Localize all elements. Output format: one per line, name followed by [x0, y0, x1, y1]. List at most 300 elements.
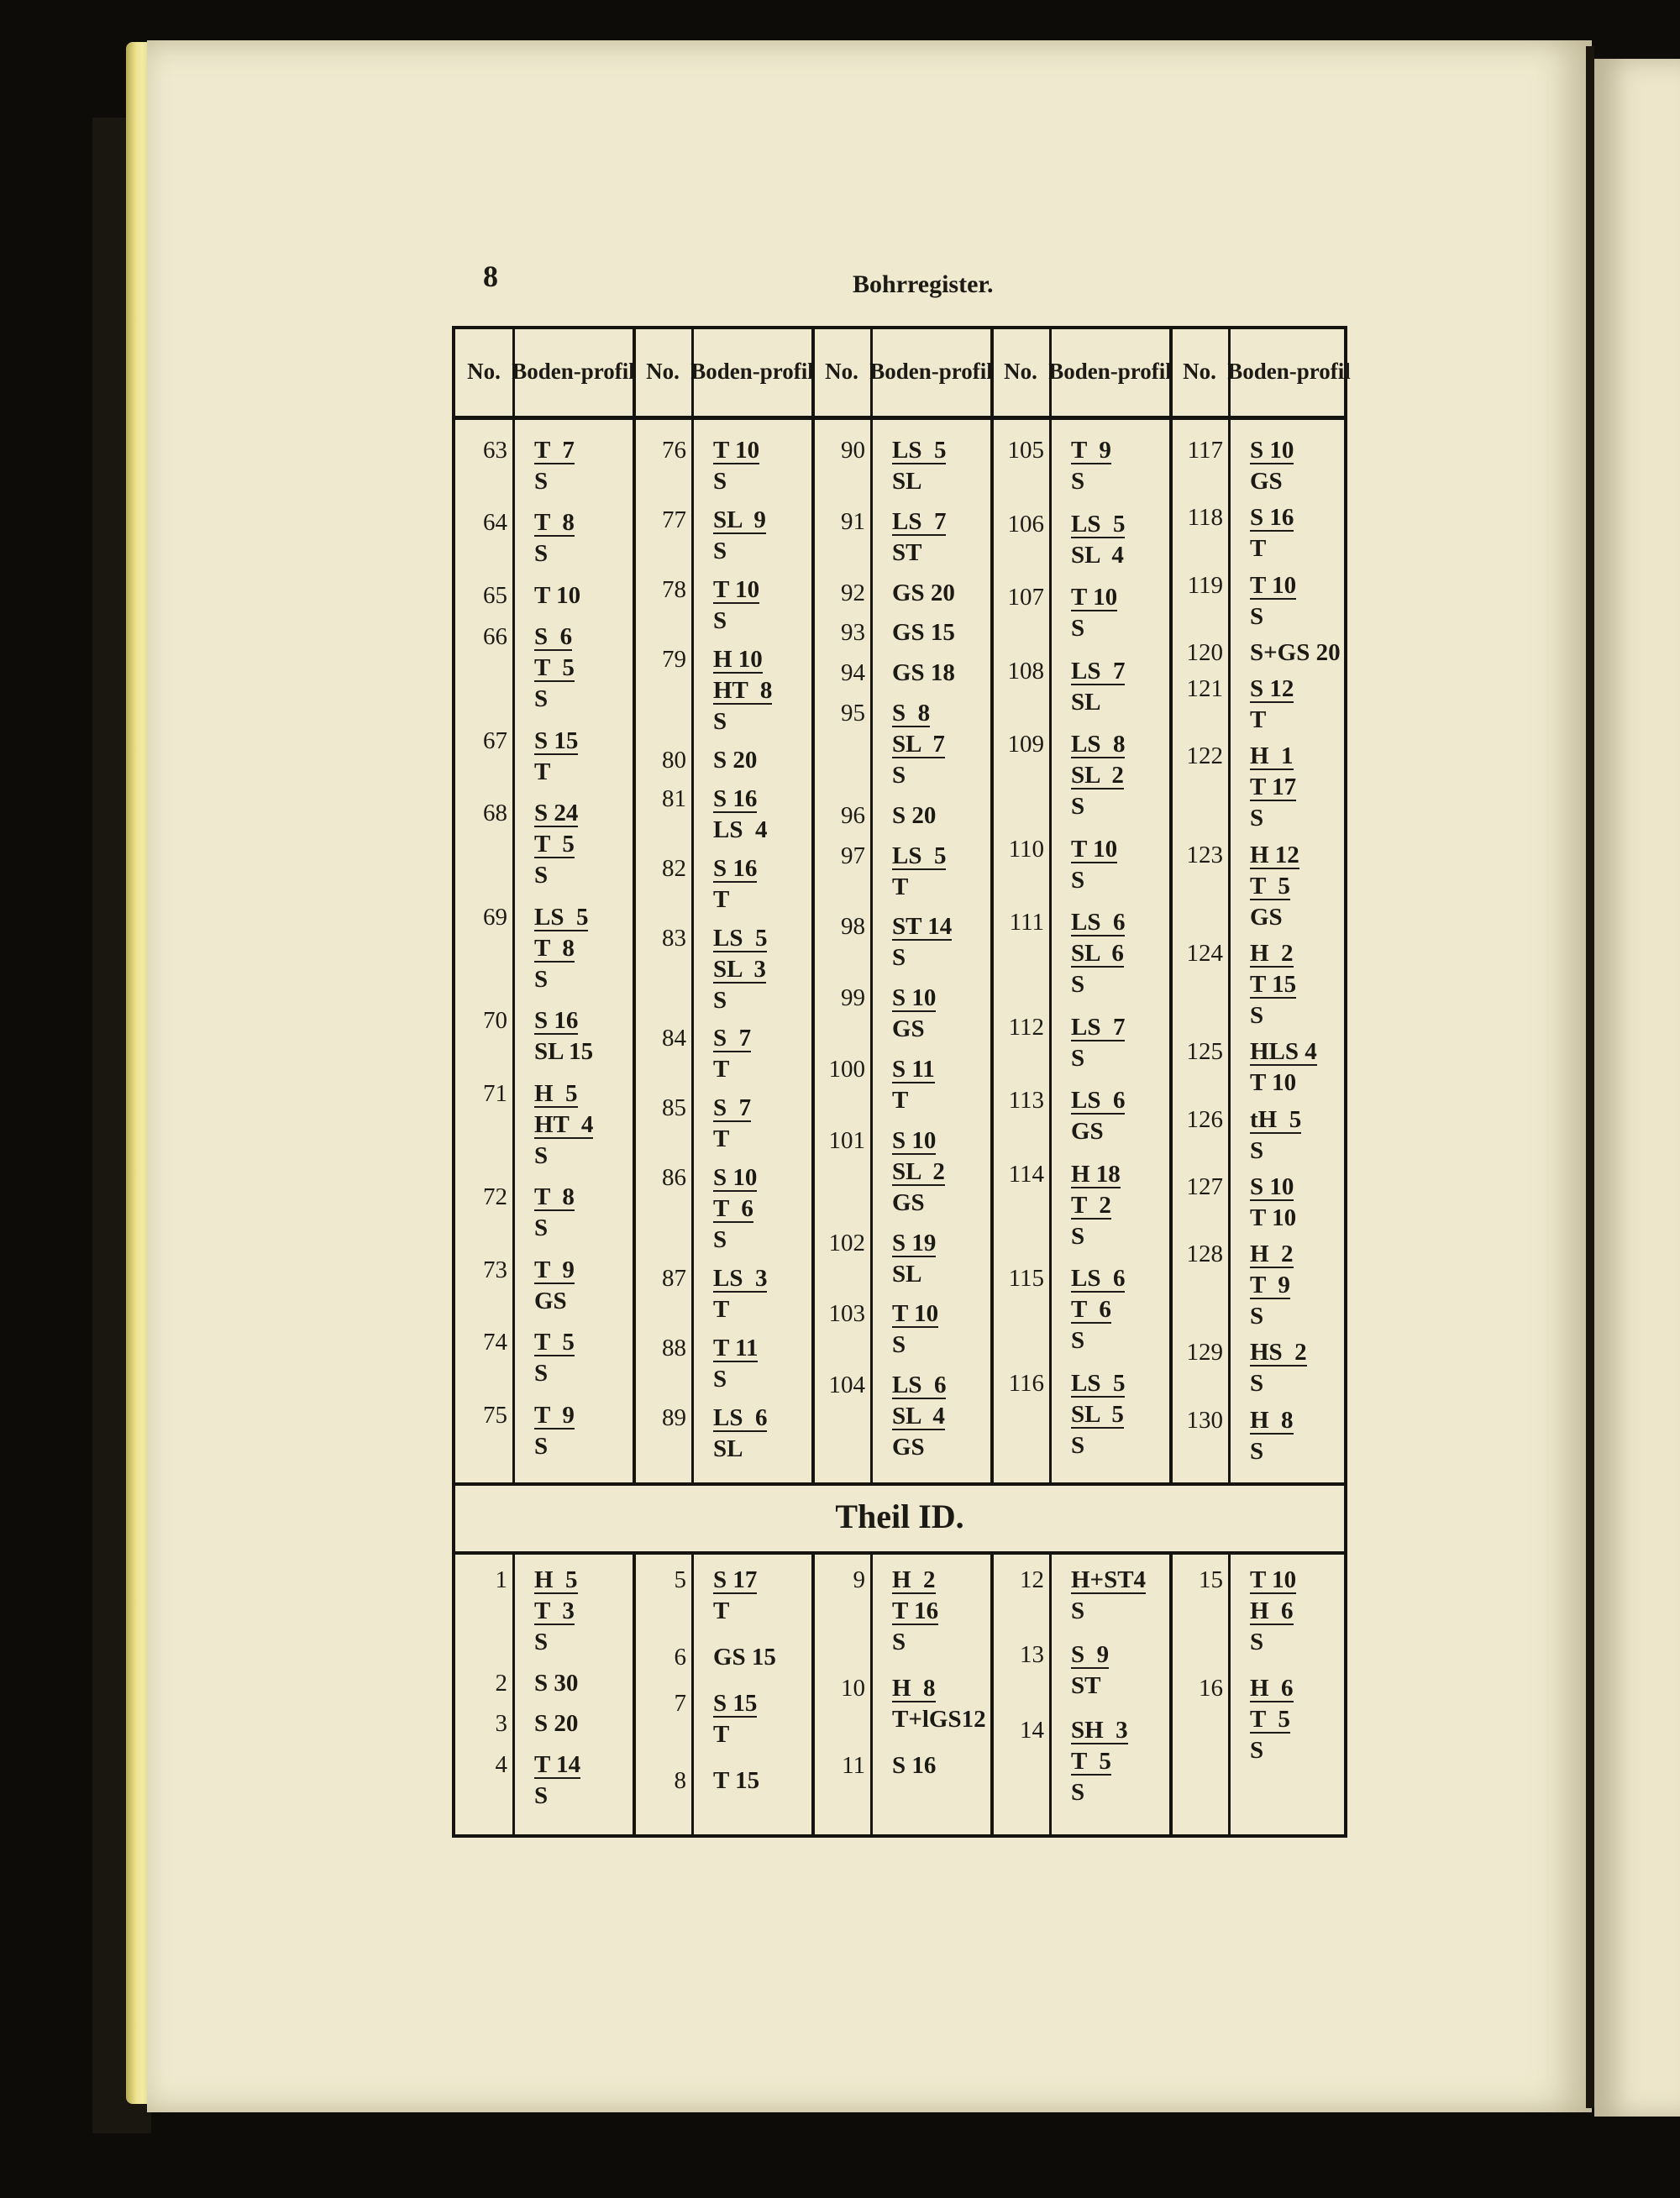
profile-layer: S [1071, 866, 1085, 894]
row-number: 90 [841, 437, 865, 464]
profile-layer: LS 7 [892, 507, 947, 535]
row-number: 69 [483, 903, 507, 931]
profile-layer: S 7 [713, 1025, 752, 1052]
profile-layer: SL 15 [534, 1038, 594, 1066]
profile-layer: H 5 [534, 1566, 578, 1593]
profile-layer: S [713, 606, 727, 634]
profile-layer: S [534, 1781, 549, 1809]
profile-layer: S [1071, 1327, 1085, 1354]
profile-layer: S [1071, 1222, 1085, 1250]
profile-layer: LS 6 [1071, 909, 1126, 936]
profile-layer: SL 6 [1071, 940, 1124, 967]
profile-layer: T 9 [534, 1401, 575, 1429]
profile-layer: H 10 [713, 645, 763, 673]
profile-layer: S [1250, 1002, 1264, 1029]
header-boden-label: Boden- [869, 358, 939, 384]
profile-layer: LS 6 [892, 1372, 947, 1399]
row-number: 129 [1186, 1339, 1223, 1367]
header-no [634, 329, 691, 413]
profile-layer: S 10 [892, 1126, 937, 1154]
profile-layer: T 5 [534, 831, 575, 858]
profile-layer: S 10 [713, 1164, 758, 1192]
profile-layer: T 10 [534, 581, 581, 609]
profile-layer: T 9 [534, 1256, 575, 1283]
row-number: 86 [662, 1164, 686, 1192]
header-no [813, 329, 870, 413]
row-number: 4 [495, 1750, 507, 1778]
profile-layer: SL [713, 1435, 743, 1463]
row-number: 121 [1186, 675, 1223, 703]
header-bodenprofil [870, 329, 992, 413]
profile-layer: S [1250, 1737, 1264, 1764]
profile-layer: T [713, 885, 730, 913]
row-number: 109 [1007, 731, 1044, 758]
row-number: 97 [841, 842, 865, 869]
row-number: 12 [1020, 1566, 1044, 1593]
row-number: 128 [1186, 1241, 1223, 1268]
profile-layer: S [892, 1331, 906, 1359]
row-number: 94 [841, 659, 865, 687]
profile-layer: SL [1071, 688, 1101, 716]
profile-layer: SL 4 [1071, 541, 1124, 569]
profile-layer: LS 4 [713, 816, 768, 843]
row-number: 92 [841, 579, 865, 606]
header-bodenprofil [691, 329, 813, 413]
profile-layer: GS [892, 1434, 925, 1461]
profile-layer: ST 14 [892, 913, 953, 941]
profile-layer: S 30 [534, 1669, 579, 1697]
page-number: 8 [483, 260, 498, 293]
row-number: 101 [828, 1126, 865, 1154]
profile-layer: S [534, 468, 549, 495]
profile-layer: S [1250, 1370, 1264, 1398]
profile-layer: LS 3 [713, 1265, 768, 1293]
profile-layer: S [892, 1629, 906, 1655]
row-number: 112 [1008, 1013, 1044, 1041]
profile-layer: T 11 [713, 1335, 759, 1362]
column-subdivider [870, 329, 873, 1835]
row-number: 80 [662, 746, 686, 774]
profile-layer: GS [1250, 903, 1283, 931]
profile-layer: LS 5 [1071, 1369, 1126, 1397]
profile-layer: S [1250, 1303, 1264, 1330]
profile-layer: H 2 [892, 1566, 936, 1593]
row-number: 100 [828, 1056, 865, 1083]
profile-layer: H 18 [1071, 1160, 1121, 1188]
profile-layer: H 6 [1250, 1675, 1294, 1702]
header-no-label: No. [1004, 358, 1037, 384]
row-number: 75 [483, 1401, 507, 1429]
profile-layer: S [713, 1366, 727, 1393]
profile-layer: T 10 [1250, 1069, 1297, 1097]
book-gutter [1586, 46, 1594, 2108]
row-number: 124 [1186, 940, 1223, 967]
profile-layer: S 10 [892, 984, 937, 1012]
row-number: 98 [841, 913, 865, 941]
profile-layer: S 10 [1250, 1172, 1294, 1200]
header-profil-label: profil [938, 358, 993, 384]
row-number: 125 [1186, 1038, 1223, 1066]
row-number: 114 [1008, 1160, 1044, 1188]
profile-layer: S 16 [892, 1752, 937, 1779]
row-number: 79 [662, 645, 686, 673]
row-number: 105 [1007, 437, 1044, 464]
profile-layer: LS 6 [1071, 1265, 1126, 1292]
row-number: 63 [483, 437, 507, 464]
profile-layer: S [534, 862, 549, 889]
row-number: 87 [662, 1265, 686, 1293]
profile-layer: T 7 [534, 437, 575, 464]
profile-layer: S [713, 1226, 727, 1254]
profile-layer: S 7 [713, 1094, 752, 1122]
profile-layer: T 8 [534, 934, 575, 962]
profile-layer: S 19 [892, 1229, 937, 1256]
row-number: 119 [1187, 571, 1223, 599]
profile-layer: HT 8 [713, 676, 773, 704]
profile-layer: T 15 [713, 1767, 760, 1794]
column-divider [1169, 329, 1173, 1835]
profile-layer: S [1250, 805, 1264, 832]
profile-layer: LS 5 [892, 437, 947, 464]
profile-layer: T 10 [713, 575, 760, 603]
profile-layer: S [713, 537, 727, 564]
column-subdivider [1049, 329, 1052, 1835]
profile-layer: HS 2 [1250, 1339, 1307, 1367]
profile-layer: GS 20 [892, 579, 955, 606]
column-subdivider [1228, 329, 1231, 1835]
profile-layer: S [534, 1360, 549, 1388]
row-number: 108 [1007, 657, 1044, 685]
profile-layer: S 20 [892, 801, 937, 829]
profile-layer: S [534, 685, 549, 713]
profile-layer: T 5 [1250, 872, 1290, 900]
profile-layer: T [713, 1296, 730, 1324]
profile-layer: ST [1071, 1672, 1101, 1700]
row-number: 120 [1186, 638, 1223, 666]
profile-layer: T [534, 758, 551, 785]
profile-layer: S [1250, 602, 1264, 630]
row-number: 7 [674, 1690, 686, 1717]
profile-layer: T 8 [534, 509, 575, 537]
profile-layer: S 12 [1250, 675, 1294, 703]
profile-layer: GS [892, 1015, 925, 1043]
profile-layer: H+ST4 [1071, 1566, 1147, 1593]
profile-layer: S [1071, 1778, 1085, 1806]
row-number: 127 [1186, 1172, 1223, 1200]
row-number: 2 [495, 1669, 507, 1697]
column-divider [633, 329, 636, 1835]
row-number: 96 [841, 801, 865, 829]
row-number: 110 [1008, 835, 1044, 863]
row-number: 10 [841, 1675, 865, 1702]
row-number: 85 [662, 1094, 686, 1122]
header-profil-label: profil [1296, 358, 1351, 384]
row-number: 9 [853, 1566, 865, 1593]
profile-layer: S [892, 944, 906, 972]
profile-layer: T 5 [534, 654, 575, 682]
row-number: 111 [1009, 909, 1044, 936]
profile-layer: H 12 [1250, 841, 1299, 868]
header-no [992, 329, 1049, 413]
row-number: 91 [841, 507, 865, 535]
row-number: 74 [483, 1329, 507, 1356]
row-number: 82 [662, 854, 686, 882]
profile-layer: GS [1071, 1118, 1104, 1145]
profile-layer: LS 6 [1071, 1087, 1126, 1114]
header-profil-label: profil [580, 358, 635, 384]
profile-layer: T [713, 1597, 730, 1624]
profile-layer: T 17 [1250, 774, 1297, 801]
profile-layer: T 10 [1250, 1566, 1297, 1593]
section-title: Theil ID. [835, 1498, 964, 1535]
profile-layer: H 5 [534, 1079, 578, 1107]
row-number: 126 [1186, 1105, 1223, 1133]
profile-layer: T 2 [1071, 1191, 1111, 1219]
header-boden-label: Boden- [1048, 358, 1118, 384]
profile-layer: S [713, 986, 727, 1014]
header-boden-label: Boden- [1227, 358, 1297, 384]
profile-layer: SL 4 [892, 1403, 945, 1430]
profile-layer: S [1071, 793, 1085, 820]
row-number: 64 [483, 509, 507, 537]
header-bodenprofil [1228, 329, 1350, 413]
profile-layer: T 5 [1250, 1706, 1290, 1733]
profile-layer: LS 5 [1071, 510, 1126, 538]
row-number: 83 [662, 924, 686, 952]
profile-layer: T 14 [534, 1750, 581, 1778]
profile-layer: S [1071, 1044, 1085, 1072]
section-divider [455, 1551, 1344, 1555]
profile-layer: T 9 [1250, 1272, 1290, 1299]
row-number: 14 [1020, 1716, 1044, 1744]
profile-layer: S [534, 1141, 549, 1169]
profile-layer: S 20 [713, 746, 758, 774]
column-subdivider [512, 329, 515, 1835]
profile-layer: S [534, 965, 549, 993]
profile-layer: S 17 [713, 1566, 758, 1593]
profile-layer: S [713, 707, 727, 735]
row-number: 117 [1187, 437, 1223, 464]
profile-layer: S [892, 762, 906, 789]
row-number: 78 [662, 575, 686, 603]
profile-layer: SL 9 [713, 506, 766, 533]
profile-layer: S [534, 1629, 549, 1655]
row-number: 116 [1008, 1369, 1044, 1397]
profile-layer: S 11 [892, 1056, 935, 1083]
profile-layer: T 5 [534, 1329, 575, 1356]
row-number: 8 [674, 1767, 686, 1794]
profile-layer: T 3 [534, 1597, 575, 1624]
profile-layer: S [1071, 468, 1085, 495]
profile-layer: T 6 [713, 1195, 753, 1223]
profile-layer: T [1250, 535, 1267, 563]
profile-layer: S 8 [892, 700, 931, 727]
column-divider [811, 329, 815, 1835]
row-number: 11 [842, 1752, 865, 1779]
profile-layer: SL 2 [1071, 762, 1124, 789]
profile-layer: H 2 [1250, 940, 1294, 967]
header-profil-label: profil [1117, 358, 1172, 384]
row-number: 6 [674, 1644, 686, 1671]
profile-layer: SL 5 [1071, 1400, 1124, 1428]
row-number: 103 [828, 1300, 865, 1328]
header-no-label: No. [467, 358, 501, 384]
profile-layer: LS 5 [534, 903, 589, 931]
profile-layer: GS [534, 1287, 567, 1314]
profile-layer: H 8 [892, 1675, 936, 1702]
row-number: 16 [1199, 1675, 1223, 1702]
row-number: 76 [662, 437, 686, 464]
profile-layer: LS 6 [713, 1404, 768, 1432]
header-boden-label: Boden- [512, 358, 581, 384]
profile-layer: S [1071, 615, 1085, 642]
header-bodenprofil [512, 329, 634, 413]
profile-layer: LS 8 [1071, 731, 1126, 758]
profile-layer: T 10 [1250, 1204, 1297, 1231]
profile-layer: T [713, 1721, 730, 1748]
profile-layer: S [713, 468, 727, 495]
row-number: 66 [483, 623, 507, 651]
profile-layer: S 16 [534, 1007, 579, 1035]
profile-layer: T 6 [1071, 1296, 1111, 1323]
profile-layer: H 1 [1250, 742, 1294, 770]
profile-layer: S 6 [534, 623, 573, 651]
row-number: 89 [662, 1404, 686, 1432]
profile-layer: T 8 [534, 1183, 575, 1211]
row-number: 65 [483, 581, 507, 609]
row-number: 95 [841, 700, 865, 727]
bohrregister-table [452, 326, 1351, 1838]
row-number: 107 [1007, 584, 1044, 611]
facing-page [1594, 59, 1680, 2117]
profile-layer: S [1250, 1136, 1264, 1164]
row-number: 93 [841, 619, 865, 647]
profile-layer: SL [892, 1260, 922, 1288]
profile-layer: T [892, 1087, 909, 1114]
profile-layer: GS [1250, 468, 1283, 495]
column-divider [990, 329, 994, 1835]
running-head: Bohrregister. [853, 270, 994, 298]
profile-layer: S+GS 20 [1250, 638, 1341, 666]
row-number: 70 [483, 1007, 507, 1035]
profile-layer: tH 5 [1250, 1105, 1302, 1133]
profile-layer: S 16 [713, 784, 758, 812]
row-number: 84 [662, 1025, 686, 1052]
profile-layer: T [1250, 706, 1267, 734]
profile-layer: S 16 [1250, 504, 1294, 532]
header-no [1171, 329, 1228, 413]
profile-layer: S 10 [1250, 437, 1294, 464]
profile-layer: S [1071, 1597, 1085, 1624]
header-no-label: No. [646, 358, 680, 384]
profile-layer: H 8 [1250, 1406, 1294, 1434]
profile-layer: HT 4 [534, 1110, 594, 1138]
row-number: 123 [1186, 841, 1223, 868]
row-number: 67 [483, 727, 507, 754]
header-no-label: No. [825, 358, 858, 384]
profile-layer: T 10 [892, 1300, 939, 1328]
profile-layer: SL 7 [892, 731, 945, 758]
row-number: 106 [1007, 510, 1044, 538]
profile-layer: S 15 [713, 1690, 758, 1717]
row-number: 118 [1187, 504, 1223, 532]
header-no-label: No. [1183, 358, 1216, 384]
header-bodenprofil [1049, 329, 1171, 413]
row-number: 73 [483, 1256, 507, 1283]
profile-layer: LS 7 [1071, 657, 1126, 685]
header-profil-label: profil [759, 358, 814, 384]
row-number: 115 [1008, 1265, 1044, 1292]
row-number: 81 [662, 784, 686, 812]
profile-layer: GS 15 [713, 1644, 776, 1671]
profile-layer: ST [892, 538, 922, 566]
profile-layer: H 6 [1250, 1597, 1294, 1624]
profile-layer: S [1071, 971, 1085, 998]
row-number: 99 [841, 984, 865, 1012]
profile-layer: S 20 [534, 1710, 579, 1737]
profile-layer: S 16 [713, 854, 758, 882]
profile-layer: SL [892, 468, 922, 495]
profile-layer: S [1250, 1629, 1264, 1655]
row-number: 13 [1020, 1641, 1044, 1669]
profile-layer: S 15 [534, 727, 579, 754]
header-no [455, 329, 512, 413]
profile-layer: HLS 4 [1250, 1038, 1317, 1066]
profile-layer: S 24 [534, 800, 579, 827]
row-number: 5 [674, 1566, 686, 1593]
profile-layer: H 2 [1250, 1241, 1294, 1268]
profile-layer: S 9 [1071, 1641, 1110, 1669]
row-number: 1 [495, 1566, 507, 1593]
profile-layer: T [713, 1125, 730, 1153]
row-number: 72 [483, 1183, 507, 1211]
profile-layer: LS 7 [1071, 1013, 1126, 1041]
profile-layer: T 10 [713, 437, 760, 464]
profile-layer: T+lGS12 [892, 1706, 986, 1733]
profile-layer: S [1071, 1431, 1085, 1459]
header-boden-label: Boden- [690, 358, 760, 384]
profile-layer: SL 2 [892, 1157, 945, 1185]
profile-layer: SL 3 [713, 955, 766, 983]
profile-layer: LS 5 [713, 924, 768, 952]
row-number: 113 [1008, 1087, 1044, 1114]
profile-layer: GS [892, 1188, 925, 1216]
profile-layer: T 10 [1250, 571, 1297, 599]
row-number: 122 [1186, 742, 1223, 770]
profile-layer: T 15 [1250, 971, 1297, 998]
row-number: 68 [483, 800, 507, 827]
column-subdivider [691, 329, 694, 1835]
row-number: 77 [662, 506, 686, 533]
profile-layer: GS 18 [892, 659, 955, 687]
profile-layer: LS 5 [892, 842, 947, 869]
profile-layer: T 16 [892, 1597, 939, 1624]
profile-layer: S [1250, 1437, 1264, 1465]
profile-layer: GS 15 [892, 619, 955, 647]
profile-layer: S [534, 540, 549, 568]
profile-layer: S [534, 1214, 549, 1242]
profile-layer: T [892, 873, 909, 900]
row-number: 102 [828, 1229, 865, 1256]
row-number: 130 [1186, 1406, 1223, 1434]
profile-layer: T 10 [1071, 584, 1118, 611]
row-number: 71 [483, 1079, 507, 1107]
profile-layer: S [534, 1432, 549, 1460]
row-number: 104 [828, 1372, 865, 1399]
profile-layer: T 9 [1071, 437, 1111, 464]
row-number: 3 [495, 1710, 507, 1737]
profile-layer: T 5 [1071, 1747, 1111, 1775]
